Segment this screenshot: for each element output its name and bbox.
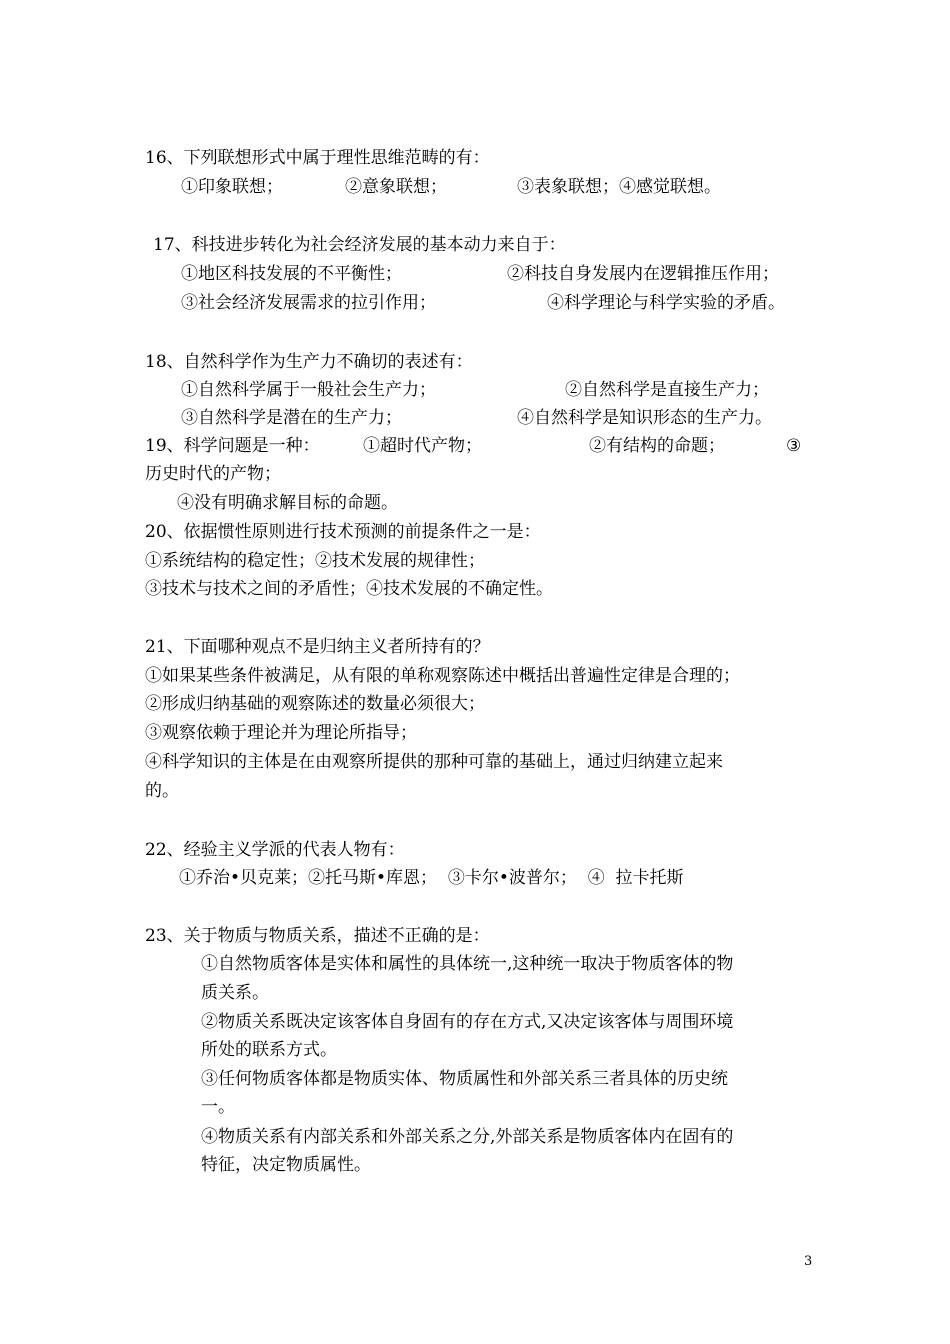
q16-option-3-4: ③表象联想；④感觉联想。 [517,177,721,197]
q17-stem: 17、科技进步转化为社会经济发展的基本动力来自于： [153,235,566,255]
q23-option-4-line-2: 特征，决定物质属性。 [201,1155,371,1175]
page-number: 3 [804,1254,813,1269]
q21-option-2: ②形成归纳基础的观察陈述的数量必须很大； [145,694,485,714]
q19-option-4: ④没有明确求解目标的命题。 [177,493,398,513]
q21-stem: 21、下面哪种观点不是归纳主义者所持有的？ [145,637,490,657]
q22-options: ①乔治•贝克莱；②托马斯•库恩； ③卡尔•波普尔； ④ 拉卡托斯 [179,868,684,888]
q18-option-1: ①自然科学属于一般社会生产力； [181,380,436,400]
q19-option-1: ①超时代产物； [363,436,482,456]
q21-option-4-line-1: ④科学知识的主体是在由观察所提供的那种可靠的基础上，通过归纳建立起来 [145,752,723,772]
q20-options-line-1: ①系统结构的稳定性；②技术发展的规律性； [145,551,485,571]
q19-option-3-marker: ③ [786,436,802,456]
q19-stem: 19、科学问题是一种： [145,436,320,456]
q23-option-2-line-2: 所处的联系方式。 [201,1040,337,1060]
q19-option-2: ②有结构的命题； [589,436,725,456]
q16-option-1: ①印象联想； [181,177,283,197]
q21-option-3: ③观察依赖于理论并为理论所指导； [145,723,417,743]
q20-stem: 20、依据惯性原则进行技术预测的前提条件之一是： [145,522,541,542]
q23-option-1-line-1: ①自然物质客体是实体和属性的具体统一,这种统一取决于物质客体的物 [201,954,734,974]
q22-stem: 22、经验主义学派的代表人物有： [145,840,405,860]
q17-option-1: ①地区科技发展的不平衡性； [181,264,402,284]
q21-option-1: ①如果某些条件被满足，从有限的单称观察陈述中概括出普遍性定律是合理的； [145,666,740,686]
q17-option-4: ④科学理论与科学实验的矛盾。 [547,293,785,313]
q17-option-3: ③社会经济发展需求的拉引作用； [181,293,436,313]
q17-option-2: ②科技自身发展内在逻辑推压作用； [507,264,779,284]
q16-stem: 16、下列联想形式中属于理性思维范畴的有： [145,148,490,168]
q23-option-3-line-1: ③任何物质客体都是物质实体、物质属性和外部关系三者具体的历史统 [201,1069,728,1089]
q23-option-2-line-1: ②物质关系既决定该客体自身固有的存在方式,又决定该客体与周围环境 [201,1012,734,1032]
q18-option-3: ③自然科学是潜在的生产力； [181,408,402,428]
q16-option-2: ②意象联想； [345,177,447,197]
q20-options-line-2: ③技术与技术之间的矛盾性；④技术发展的不确定性。 [145,579,553,599]
q23-option-4-line-1: ④物质关系有内部关系和外部关系之分,外部关系是物质客体内在固有的 [201,1127,734,1147]
q18-option-2: ②自然科学是直接生产力； [565,380,769,400]
q23-stem: 23、关于物质与物质关系，描述不正确的是： [145,926,490,946]
q23-option-3-line-2: 一。 [201,1097,235,1117]
q18-option-4: ④自然科学是知识形态的生产力。 [517,408,772,428]
q23-option-1-line-2: 质关系。 [201,983,269,1003]
q21-option-4-line-2: 的。 [145,781,179,801]
q18-stem: 18、自然科学作为生产力不确切的表述有： [145,352,473,372]
q19-option-3-text: 历史时代的产物； [145,464,281,484]
